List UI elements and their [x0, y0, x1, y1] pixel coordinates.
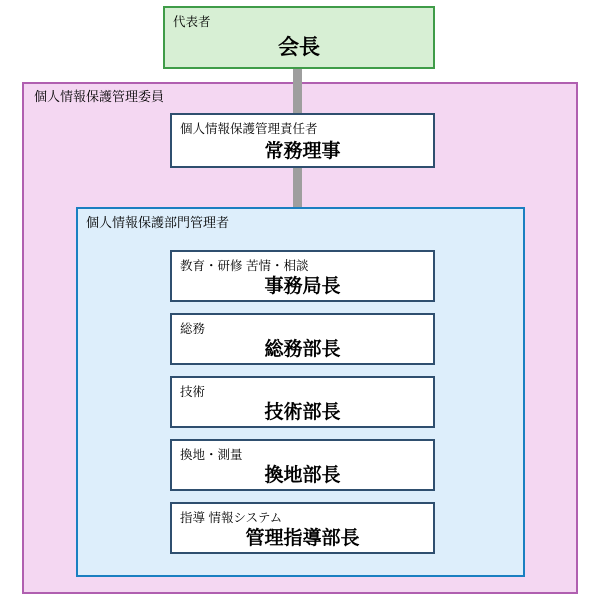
- department-title: 事務局長: [264, 276, 341, 297]
- department-box-general-affairs: [170, 313, 435, 365]
- connector-responsible-to-departments: [293, 165, 302, 213]
- committee-region-label: 個人情報保護管理委員: [34, 89, 165, 104]
- responsible-manager-role-label: 個人情報保護管理責任者: [180, 122, 318, 136]
- responsible-manager-title: 常務理事: [264, 141, 341, 162]
- department-title: 管理指導部長: [245, 528, 360, 549]
- department-box-technology: [170, 376, 435, 428]
- department-title: 換地部長: [264, 465, 341, 486]
- department-role-label: 技術: [180, 385, 206, 399]
- representative-title: 会長: [278, 36, 320, 59]
- connector-representative-to-responsible: [293, 64, 302, 119]
- department-role-label: 総務: [180, 322, 206, 336]
- representative-role-label: 代表者: [173, 15, 211, 29]
- department-box-guidance-info-system: [170, 502, 435, 554]
- department-manager-region-label: 個人情報保護部門管理者: [86, 215, 230, 230]
- department-box-education: [170, 250, 435, 302]
- department-box-land-survey: [170, 439, 435, 491]
- department-role-label: 指導 情報システム: [180, 511, 283, 525]
- responsible-manager-box: [170, 113, 435, 168]
- representative-box: [163, 6, 435, 69]
- department-role-label: 教育・研修 苦情・相談: [180, 259, 309, 273]
- department-title: 総務部長: [264, 339, 341, 360]
- department-role-label: 換地・測量: [180, 448, 243, 462]
- department-title: 技術部長: [264, 402, 341, 423]
